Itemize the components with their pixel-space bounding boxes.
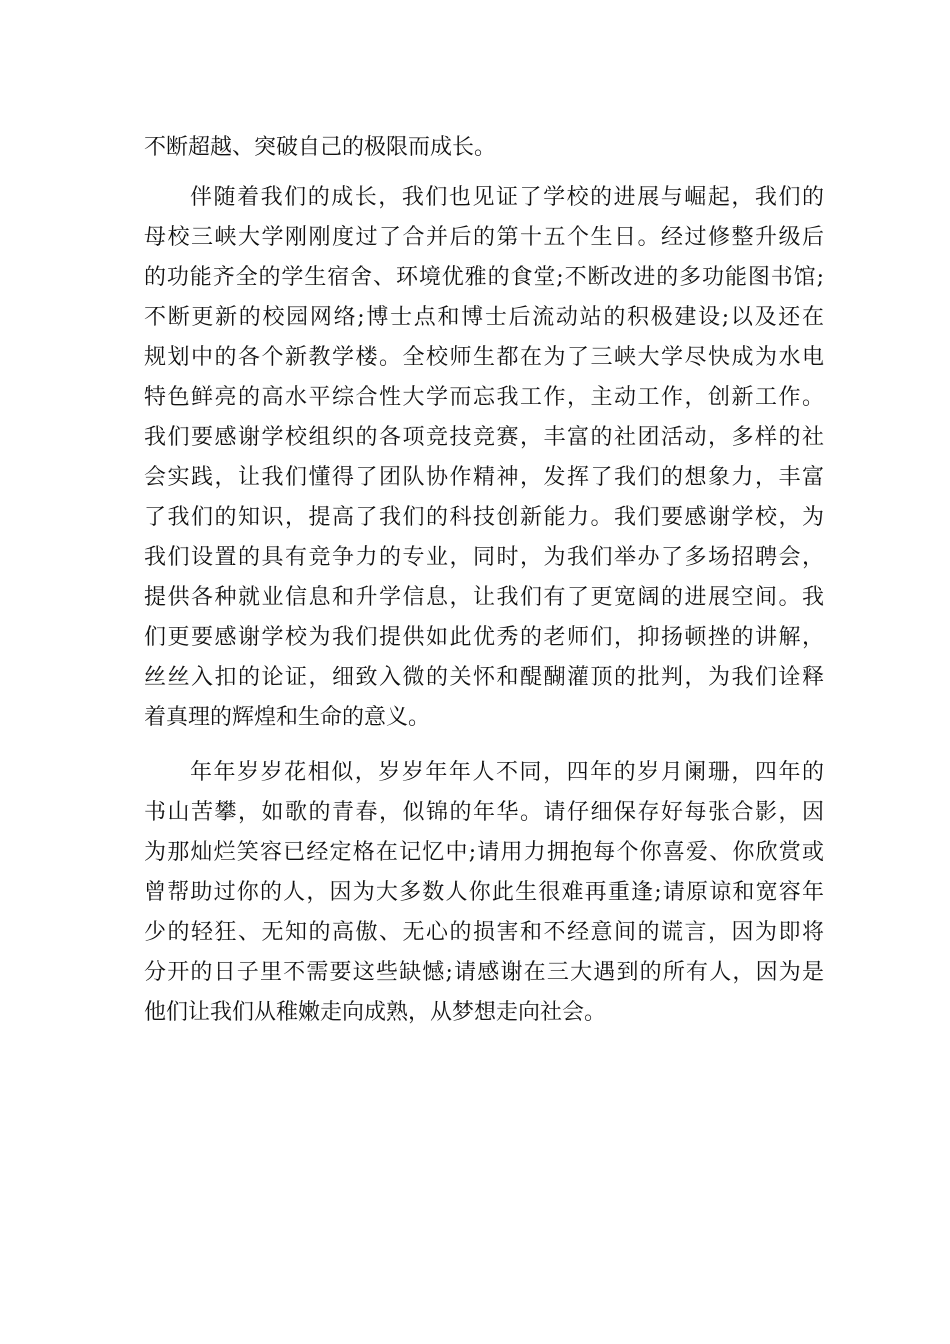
text-line: 了我们的知识，提高了我们的科技创新能力。我们要感谢学校，为 <box>144 505 824 530</box>
text-line: 规划中的各个新教学楼。全校师生都在为了三峡大学尽快成为水电 <box>144 345 824 370</box>
text-line: 年年岁岁花相似，岁岁年年人不同，四年的岁月阑珊，四年的 <box>190 760 824 785</box>
document-body <box>144 128 824 1033</box>
text-line: 的功能齐全的学生宿舍、环境优雅的食堂;不断改进的多功能图书馆; <box>144 265 824 290</box>
text-line: 我们设置的具有竞争力的专业，同时，为我们举办了多场招聘会， <box>144 545 824 570</box>
text-line: 们更要感谢学校为我们提供如此优秀的老师们，抑扬顿挫的讲解， <box>144 625 824 650</box>
text-line: 丝丝入扣的论证，细致入微的关怀和醍醐灌顶的批判，为我们诠释 <box>144 665 824 690</box>
text-line: 母校三峡大学刚刚度过了合并后的第十五个生日。经过修整升级后 <box>144 225 824 250</box>
text-line: 我们要感谢学校组织的各项竞技竞赛，丰富的社团活动，多样的社 <box>144 425 824 450</box>
paragraph-3 <box>144 753 824 1033</box>
text-line: 书山苦攀，如歌的青春，似锦的年华。请仔细保存好每张合影，因 <box>144 800 824 825</box>
text-line: 分开的日子里不需要这些缺憾;请感谢在三大遇到的所有人，因为是 <box>144 960 824 985</box>
text-line: 会实践，让我们懂得了团队协作精神，发挥了我们的想象力，丰富 <box>144 465 824 490</box>
paragraph-2 <box>144 178 824 738</box>
text-line: 他们让我们从稚嫩走向成熟，从梦想走向社会。 <box>144 1000 607 1025</box>
text-line: 特色鲜亮的高水平综合性大学而忘我工作，主动工作，创新工作。 <box>144 385 824 410</box>
text-line: 曾帮助过你的人，因为大多数人你此生很难再重逢;请原谅和宽容年 <box>144 880 824 905</box>
text-line: 伴随着我们的成长，我们也见证了学校的进展与崛起，我们的 <box>190 185 824 210</box>
text-line: 着真理的辉煌和生命的意义。 <box>144 705 431 730</box>
text-line: 为那灿烂笑容已经定格在记忆中;请用力拥抱每个你喜爱、你欣赏或 <box>144 840 824 865</box>
paragraph-1 <box>144 128 824 168</box>
text-line: 少的轻狂、无知的高傲、无心的损害和不经意间的谎言，因为即将 <box>144 920 824 945</box>
text-line: 提供各种就业信息和升学信息，让我们有了更宽阔的进展空间。我 <box>144 585 824 610</box>
text-line: 不断超越、突破自己的极限而成长。 <box>144 135 497 160</box>
text-line: 不断更新的校园网络;博士点和博士后流动站的积极建设;以及还在 <box>144 305 824 330</box>
